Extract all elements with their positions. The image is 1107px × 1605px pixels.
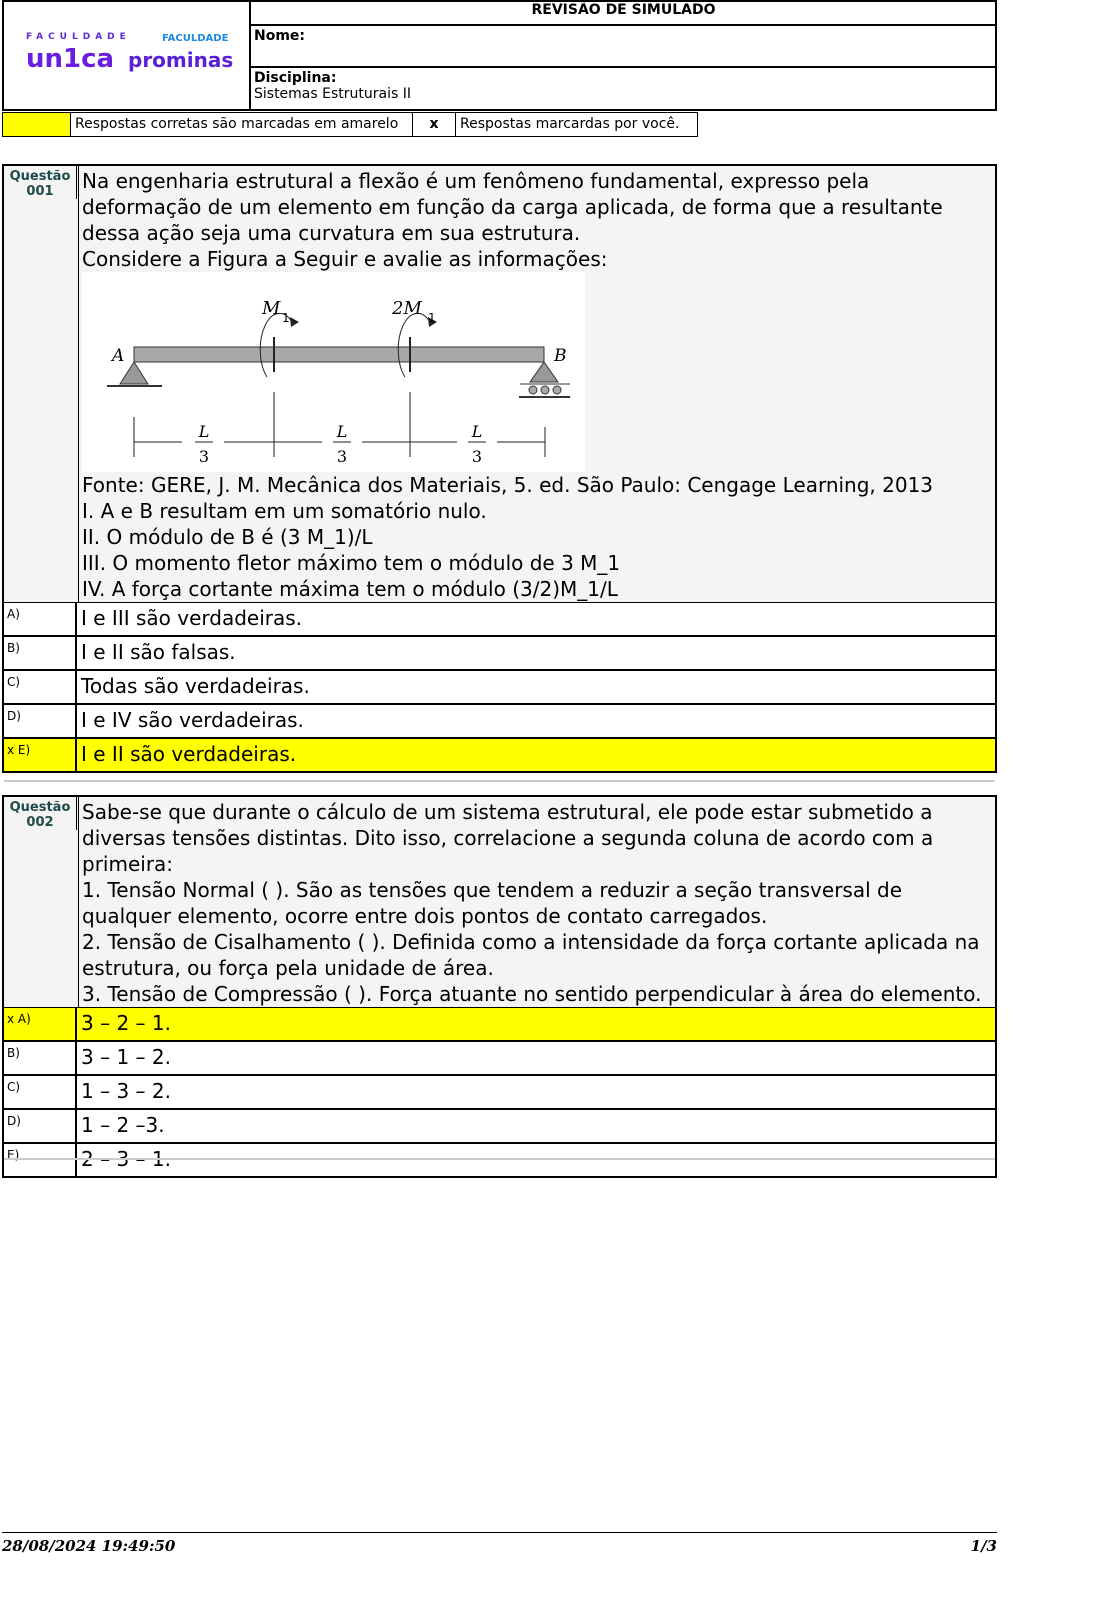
option-c[interactable]: C) 1 – 3 – 2. [4, 1076, 995, 1110]
legend-mark: x [412, 112, 456, 137]
nome-label: Nome: [254, 28, 306, 44]
option-b[interactable]: B) 3 – 1 – 2. [4, 1042, 995, 1076]
dim-3: 3 [198, 447, 210, 466]
footer-datetime: 28/08/2024 19:49:50 [2, 1537, 176, 1555]
beam-figure [82, 272, 585, 472]
logo-text: FACULDADE [162, 33, 229, 44]
question-text: Considere a Figura a Seguir e avalie as informações: [82, 247, 608, 271]
question-text: 1. Tensão Normal ( ). São as tensões que tendem a reduzir a seção transversal de qualquer elemento, ocorre entre dois pontos de contato carregados. [82, 878, 902, 928]
question-text: 3. Tensão de Compressão ( ). Força atuante no sentido perpendicular à área do elemento. [82, 982, 982, 1006]
divider [4, 1158, 995, 1160]
label-a: A [112, 346, 125, 366]
option-a[interactable]: A) I e III são verdadeiras. [4, 603, 995, 637]
question-001 [2, 164, 997, 773]
label-2m1-sub: 1 [428, 311, 436, 325]
logo [2, 0, 251, 111]
question-body [4, 166, 995, 603]
option-b[interactable]: B) I e II são falsas. [4, 637, 995, 671]
logo-prominas: prominas [128, 48, 234, 72]
option-a-correct[interactable]: x A) 3 – 2 – 1. [4, 1008, 995, 1042]
logo-unica: un1ca [26, 44, 115, 74]
disciplina-field [250, 68, 997, 111]
question-label: Questão 001 [4, 166, 77, 199]
question-body [4, 797, 995, 1008]
label-m1-sub: 1 [282, 311, 290, 325]
footer-line [2, 1532, 997, 1533]
option-c[interactable]: C) Todas são verdadeiras. [4, 671, 995, 705]
question-text: Fonte: GERE, J. M. Mecânica dos Materiais, 5. ed. São Paulo: Cengage Learning, 2013 [82, 473, 934, 497]
nome-field [250, 26, 997, 68]
label-m1: M [262, 298, 281, 319]
disciplina-label: Disciplina: [254, 70, 337, 86]
dim-l: L [336, 422, 348, 441]
label-2m1: 2M [392, 298, 422, 319]
question-text: Sabe-se que durante o cálculo de um sistema estrutural, ele pode estar submetido a diversas tensões distintas. Dito isso, correlacione a segunda coluna de acordo com a primeira: [82, 800, 934, 876]
option-e-correct[interactable]: x E) I e II são verdadeiras. [4, 739, 995, 771]
label-b: B [554, 346, 567, 366]
question-text: Na engenharia estrutural a flexão é um fenômeno fundamental, expresso pela deformação de um elemento em função da carga aplicada, de forma que a resultante dessa ação seja uma curvatura em sua estrutura. [82, 169, 943, 245]
legend-yellow-swatch [2, 112, 71, 137]
option-e[interactable]: E) 2 – 3 – 1. [4, 1144, 995, 1176]
disciplina-value: Sistemas Estruturais II [254, 86, 411, 102]
page-title: REVISÃO DE SIMULADO [250, 0, 997, 26]
divider [4, 780, 995, 782]
logo-text: FACULDADE [26, 32, 131, 42]
question-text: 2. Tensão de Cisalhamento ( ). Definida como a intensidade da força cortante aplicada na estrutura, ou força pela unidade de área. [82, 930, 980, 980]
question-text: I. A e B resultam em um somatório nulo. [82, 499, 487, 523]
dim-l: L [471, 422, 483, 441]
dim-3: 3 [471, 447, 483, 466]
dim-3: 3 [336, 447, 348, 466]
question-label: Questão 002 [4, 797, 77, 830]
question-text: III. O momento fletor máximo tem o módulo de 3 M_1 [82, 551, 621, 575]
option-d[interactable]: D) 1 – 2 –3. [4, 1110, 995, 1144]
dim-l: L [198, 422, 210, 441]
option-d[interactable]: D) I e IV são verdadeiras. [4, 705, 995, 739]
legend-correct: Respostas corretas são marcadas em amarelo [70, 112, 413, 137]
legend-yours: Respostas marcardas por você. [455, 112, 698, 137]
question-text: IV. A força cortante máxima tem o módulo (3∕2)M_1∕L [82, 577, 618, 601]
footer-page: 1/3 [970, 1537, 997, 1555]
question-002 [2, 795, 997, 1178]
question-text: II. O módulo de B é (3 M_1)∕L [82, 525, 373, 549]
